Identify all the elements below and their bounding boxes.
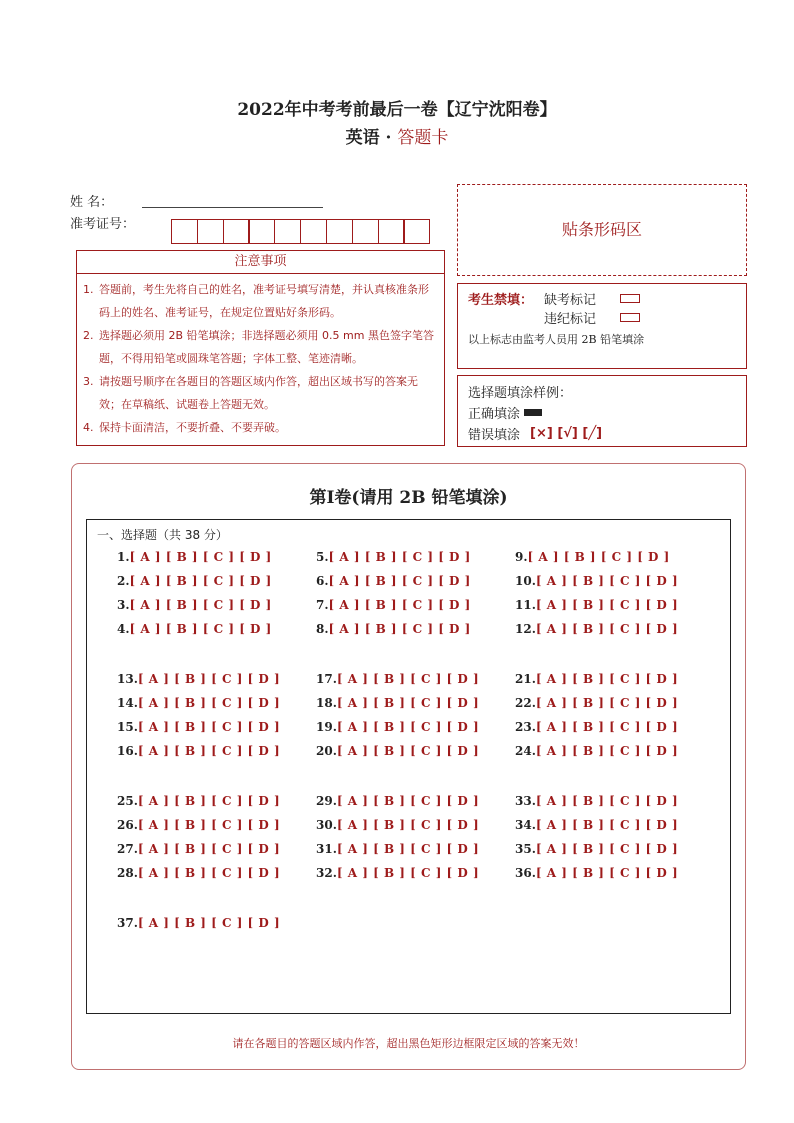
answer-options[interactable]: [ A ] [ B ] [ C ] [ D ] <box>328 550 471 564</box>
question-number: 34. <box>515 818 536 832</box>
answer-options[interactable]: [ A ] [ B ] [ C ] [ D ] <box>137 842 281 856</box>
answer-options[interactable]: [ A ] [ B ] [ C ] [ D ] <box>336 720 480 734</box>
question-number: 1. <box>117 550 130 564</box>
forbid-label: 考生禁填： <box>468 293 534 308</box>
question-30[interactable] <box>316 818 479 832</box>
exam-id-digit-box[interactable] <box>378 219 405 244</box>
footer-warning: 请在各题目的答题区域内作答，超出黑色矩形边框限定区域的答案无效！ <box>232 1037 585 1050</box>
question-7[interactable] <box>316 598 471 612</box>
question-27[interactable] <box>117 842 280 856</box>
question-13[interactable] <box>117 672 280 686</box>
answer-options[interactable]: [ A ] [ B ] [ C ] [ D ] <box>535 720 679 734</box>
question-16[interactable] <box>117 744 280 758</box>
notice-item-number: 3. <box>83 375 94 388</box>
exam-id-digit-box[interactable] <box>274 219 301 244</box>
page-subtitle <box>0 123 794 148</box>
answer-grid <box>86 519 731 1014</box>
answer-options[interactable]: [ A ] [ B ] [ C ] [ D ] <box>137 794 281 808</box>
question-number: 23. <box>515 720 536 734</box>
question-1[interactable] <box>117 550 272 564</box>
notice-box <box>76 250 445 446</box>
exam-id-digit-box[interactable] <box>171 219 198 244</box>
question-number: 19. <box>316 720 337 734</box>
answer-options[interactable]: [ A ] [ B ] [ C ] [ D ] <box>129 622 272 636</box>
sample-title: 选择题填涂样例： <box>468 386 573 401</box>
answer-options[interactable]: [ A ] [ B ] [ C ] [ D ] <box>129 550 272 564</box>
section-label: 一、选择题（共 38 分） <box>97 528 228 542</box>
answer-options[interactable]: [ A ] [ B ] [ C ] [ D ] <box>336 842 480 856</box>
answer-options[interactable]: [ A ] [ B ] [ C ] [ D ] <box>527 550 670 564</box>
question-number: 31. <box>316 842 337 856</box>
part1-panel <box>71 463 746 1070</box>
barcode-area <box>457 184 747 276</box>
name-label: 姓 名： <box>70 195 114 210</box>
question-number: 21. <box>515 672 536 686</box>
question-number: 29. <box>316 794 337 808</box>
question-number: 12. <box>515 622 536 636</box>
question-number: 14. <box>117 696 138 710</box>
question-32[interactable] <box>316 866 479 880</box>
title-dot: · <box>385 128 392 148</box>
answer-options[interactable]: [ A ] [ B ] [ C ] [ D ] <box>129 598 272 612</box>
question-15[interactable] <box>117 720 280 734</box>
exam-id-digit-box[interactable] <box>248 219 275 244</box>
question-number: 13. <box>117 672 138 686</box>
violation-label: 违纪标记 <box>544 312 597 327</box>
answer-options[interactable]: [ A ] [ B ] [ C ] [ D ] <box>137 818 281 832</box>
question-number: 10. <box>515 574 536 588</box>
question-2[interactable] <box>117 574 272 588</box>
answer-options[interactable]: [ A ] [ B ] [ C ] [ D ] <box>137 720 281 734</box>
question-number: 9. <box>515 550 528 564</box>
answer-options[interactable]: [ A ] [ B ] [ C ] [ D ] <box>137 672 281 686</box>
question-number: 15. <box>117 720 138 734</box>
question-number: 24. <box>515 744 536 758</box>
question-12[interactable] <box>515 622 678 636</box>
question-34[interactable] <box>515 818 678 832</box>
wrong-fill-marks: [×] [√] [╱] <box>530 426 603 441</box>
answer-options[interactable]: [ A ] [ B ] [ C ] [ D ] <box>535 574 679 588</box>
card-label: 答题卡 <box>397 128 449 148</box>
question-number: 28. <box>117 866 138 880</box>
exam-id-digit-box[interactable] <box>326 219 353 244</box>
question-number: 18. <box>316 696 337 710</box>
question-number: 8. <box>316 622 329 636</box>
question-37[interactable] <box>117 916 280 930</box>
page-title: 2022年中考考前最后一卷【辽宁沈阳卷】 <box>237 100 557 120</box>
question-number: 32. <box>316 866 337 880</box>
notice-list <box>77 274 444 439</box>
answer-options[interactable]: [ A ] [ B ] [ C ] [ D ] <box>535 598 679 612</box>
answer-options[interactable]: [ A ] [ B ] [ C ] [ D ] <box>535 818 679 832</box>
notice-item-text: 保持卡面清洁，不要折叠、不要弄破。 <box>99 421 286 434</box>
question-22[interactable] <box>515 696 678 710</box>
question-31[interactable] <box>316 842 479 856</box>
fill-sample-box <box>457 375 747 447</box>
question-4[interactable] <box>117 622 272 636</box>
notice-item-text: 答题前，考生先将自己的姓名，准考证号填写清楚，并认真核准条形码上的姓名、准考证号，在规定位置贴好条形码。 <box>99 283 429 319</box>
correct-fill-mark <box>524 409 542 416</box>
answer-options[interactable]: [ A ] [ B ] [ C ] [ D ] <box>336 672 480 686</box>
absent-label: 缺考标记 <box>544 293 597 308</box>
notice-item-number: 2. <box>83 329 94 342</box>
answer-options[interactable]: [ A ] [ B ] [ C ] [ D ] <box>336 744 480 758</box>
question-24[interactable] <box>515 744 678 758</box>
question-5[interactable] <box>316 550 471 564</box>
question-number: 37. <box>117 916 138 930</box>
answer-options[interactable]: [ A ] [ B ] [ C ] [ D ] <box>328 622 471 636</box>
question-9[interactable] <box>515 550 670 564</box>
question-18[interactable] <box>316 696 479 710</box>
exam-id-digit-box[interactable] <box>300 219 327 244</box>
absent-mark[interactable] <box>620 294 640 303</box>
question-20[interactable] <box>316 744 479 758</box>
exam-id-digit-box[interactable] <box>403 219 430 244</box>
answer-options[interactable]: [ A ] [ B ] [ C ] [ D ] <box>336 794 480 808</box>
notice-item <box>83 278 438 324</box>
question-35[interactable] <box>515 842 678 856</box>
answer-options[interactable]: [ A ] [ B ] [ C ] [ D ] <box>328 574 471 588</box>
answer-options[interactable]: [ A ] [ B ] [ C ] [ D ] <box>336 866 480 880</box>
question-29[interactable] <box>316 794 479 808</box>
question-33[interactable] <box>515 794 678 808</box>
part1-title: 第Ⅰ卷(请用 2B 铅笔填涂) <box>309 488 508 508</box>
violation-mark[interactable] <box>620 313 640 322</box>
notice-item-number: 1. <box>83 283 94 296</box>
question-10[interactable] <box>515 574 678 588</box>
name-field[interactable] <box>142 206 323 208</box>
answer-options[interactable]: [ A ] [ B ] [ C ] [ D ] <box>535 866 679 880</box>
answer-options[interactable]: [ A ] [ B ] [ C ] [ D ] <box>535 672 679 686</box>
question-3[interactable] <box>117 598 272 612</box>
notice-item-text: 选择题必须用 2B 铅笔填涂；非选择题必须用 0.5 mm 黑色签字笔答题，不得用铅笔或圆珠笔答题；字体工整、笔迹清晰。 <box>99 329 434 365</box>
notice-item <box>83 324 438 370</box>
exam-id-label: 准考证号： <box>70 217 136 232</box>
question-number: 25. <box>117 794 138 808</box>
wrong-fill-label: 错误填涂 <box>468 428 521 443</box>
question-number: 30. <box>316 818 337 832</box>
question-number: 5. <box>316 550 329 564</box>
subject-label: 英语 <box>345 128 380 148</box>
question-number: 27. <box>117 842 138 856</box>
answer-options[interactable]: [ A ] [ B ] [ C ] [ D ] <box>535 696 679 710</box>
barcode-label: 贴条形码区 <box>561 220 642 239</box>
notice-item <box>83 370 438 416</box>
question-19[interactable] <box>316 720 479 734</box>
answer-options[interactable]: [ A ] [ B ] [ C ] [ D ] <box>336 818 480 832</box>
correct-fill-label: 正确填涂 <box>468 407 521 422</box>
question-8[interactable] <box>316 622 471 636</box>
question-number: 22. <box>515 696 536 710</box>
notice-item <box>83 416 438 439</box>
question-26[interactable] <box>117 818 280 832</box>
question-number: 4. <box>117 622 130 636</box>
question-14[interactable] <box>117 696 280 710</box>
question-11[interactable] <box>515 598 678 612</box>
answer-options[interactable]: [ A ] [ B ] [ C ] [ D ] <box>328 598 471 612</box>
question-36[interactable] <box>515 866 678 880</box>
question-25[interactable] <box>117 794 280 808</box>
question-number: 2. <box>117 574 130 588</box>
answer-options[interactable]: [ A ] [ B ] [ C ] [ D ] <box>535 842 679 856</box>
question-number: 26. <box>117 818 138 832</box>
answer-options[interactable]: [ A ] [ B ] [ C ] [ D ] <box>535 794 679 808</box>
question-number: 7. <box>316 598 329 612</box>
answer-options[interactable]: [ A ] [ B ] [ C ] [ D ] <box>137 866 281 880</box>
forbid-box <box>457 283 747 369</box>
answer-options[interactable]: [ A ] [ B ] [ C ] [ D ] <box>129 574 272 588</box>
question-number: 36. <box>515 866 536 880</box>
answer-options[interactable]: [ A ] [ B ] [ C ] [ D ] <box>535 622 679 636</box>
forbid-note: 以上标志由监考人员用 2B 铅笔填涂 <box>468 333 645 346</box>
notice-item-text: 请按题号顺序在各题目的答题区域内作答，超出区域书写的答案无效；在草稿纸、试题卷上答题无效。 <box>99 375 418 411</box>
exam-id-digit-box[interactable] <box>197 219 224 244</box>
question-number: 17. <box>316 672 337 686</box>
question-6[interactable] <box>316 574 471 588</box>
notice-heading: 注意事项 <box>77 251 444 274</box>
answer-options[interactable]: [ A ] [ B ] [ C ] [ D ] <box>535 744 679 758</box>
exam-id-boxes[interactable] <box>171 219 429 244</box>
question-number: 16. <box>117 744 138 758</box>
question-28[interactable] <box>117 866 280 880</box>
question-17[interactable] <box>316 672 479 686</box>
answer-options[interactable]: [ A ] [ B ] [ C ] [ D ] <box>137 916 281 930</box>
answer-options[interactable]: [ A ] [ B ] [ C ] [ D ] <box>137 696 281 710</box>
question-number: 6. <box>316 574 329 588</box>
question-number: 20. <box>316 744 337 758</box>
question-number: 11. <box>515 598 536 612</box>
question-number: 33. <box>515 794 536 808</box>
answer-options[interactable]: [ A ] [ B ] [ C ] [ D ] <box>336 696 480 710</box>
question-23[interactable] <box>515 720 678 734</box>
question-number: 3. <box>117 598 130 612</box>
answer-options[interactable]: [ A ] [ B ] [ C ] [ D ] <box>137 744 281 758</box>
question-number: 35. <box>515 842 536 856</box>
question-21[interactable] <box>515 672 678 686</box>
exam-id-digit-box[interactable] <box>352 219 379 244</box>
notice-item-number: 4. <box>83 421 94 434</box>
exam-id-digit-box[interactable] <box>223 219 250 244</box>
